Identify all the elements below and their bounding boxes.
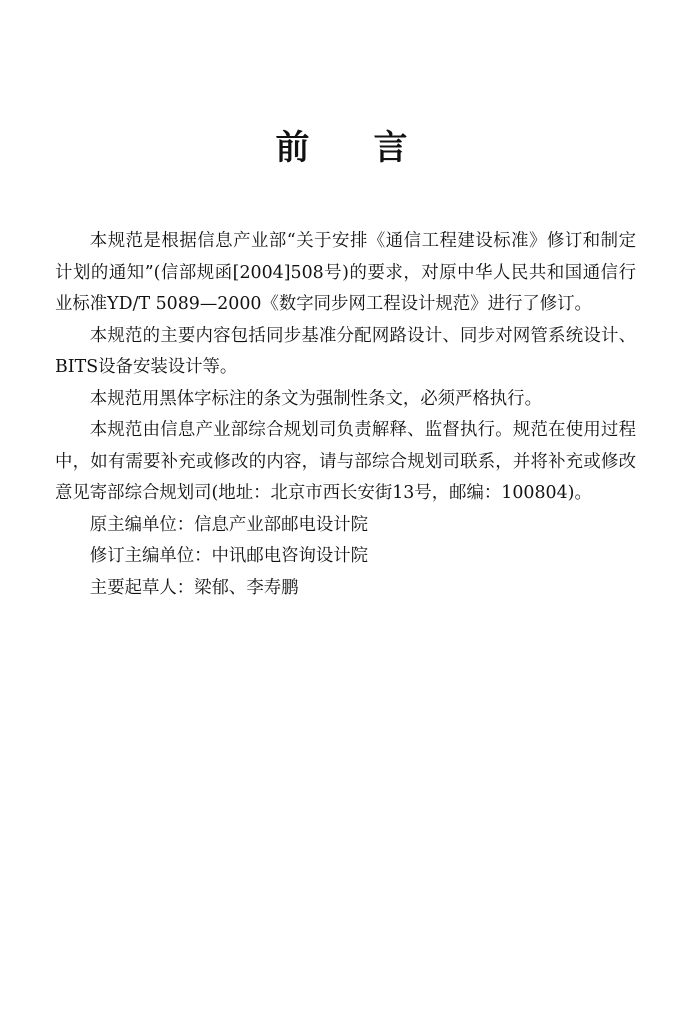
title-char-1: 前: [275, 128, 310, 168]
preface-body: [55, 226, 636, 604]
title-char-2: 言: [373, 128, 408, 168]
paragraph-main-content: 本规范的主要内容包括同步基准分配网路设计、同步对网管系统设计、BITS设备安装设计等。: [55, 325, 636, 377]
credit-original-editor: 原主编单位：信息产业部邮电设计院: [89, 514, 369, 535]
paragraph-mandatory-clauses: 本规范用黑体字标注的条文为强制性条文，必须严格执行。: [89, 388, 542, 409]
paragraph-interpretation: 本规范由信息产业部综合规划司负责解释、监督执行。规范在使用过程中，如有需要补充或修改的内容，请与部综合规划司联系，并将补充或修改意见寄部综合规划司(地址：北京市西长安街13号，邮编：100804)。: [55, 420, 636, 503]
credit-drafters: 主要起草人：梁郁、李寿鹏: [89, 577, 299, 598]
paragraph-revision-basis: 本规范是根据信息产业部“关于安排《通信工程建设标准》修订和制定计划的通知”(信部规函[2004]508号)的要求，对原中华人民共和国通信行业标准YD/T 5089—2000《数字同步网工程设计规范》进行了修订。: [55, 231, 636, 314]
credit-revision-editor: 修订主编单位：中讯邮电咨询设计院: [89, 546, 369, 566]
page-title: [0, 128, 683, 168]
